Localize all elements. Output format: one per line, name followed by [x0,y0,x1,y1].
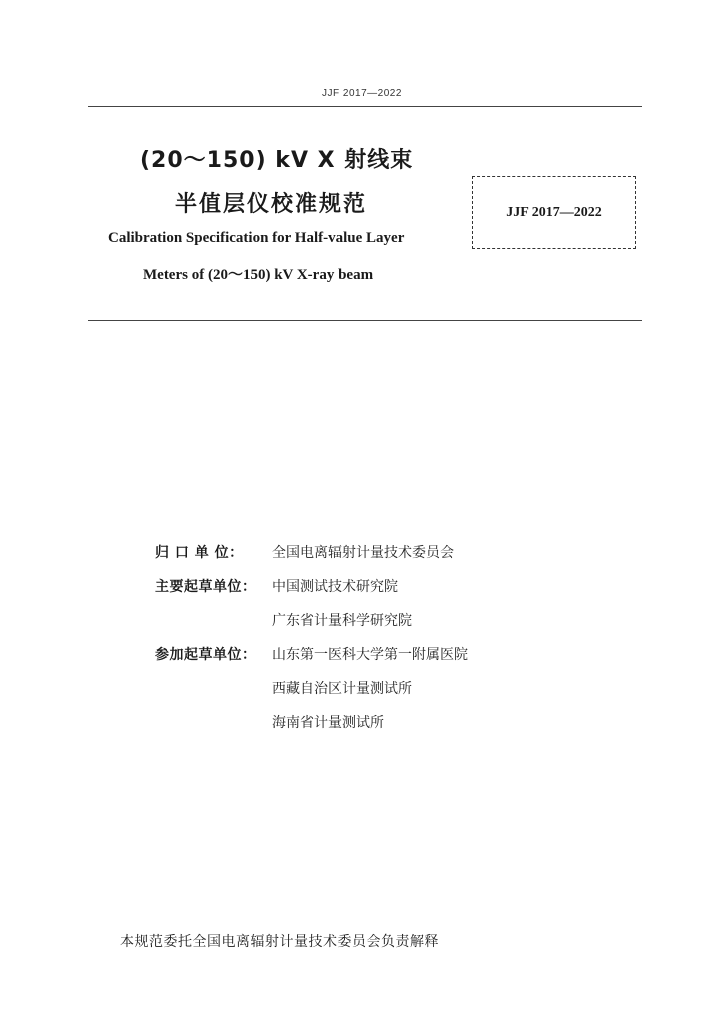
chinese-title-line-2: 半值层仪校准规范 [175,192,368,217]
standard-code: JJF 2017—2022 [506,204,602,220]
org-value: 西藏自治区计量测试所 [272,681,412,697]
organization-list [155,535,468,739]
org-row-main-drafter [155,569,468,603]
top-divider [88,106,642,107]
bottom-divider [88,320,642,321]
org-value: 全国电离辐射计量技术委员会 [272,545,454,561]
org-label: 主要起草单位： [155,579,257,595]
org-row-participating-drafter [155,637,468,671]
org-label: 归 口 单 位： [155,545,244,561]
org-value: 广东省计量科学研究院 [272,613,412,629]
interpretation-note: 本规范委托全国电离辐射计量技术委员会负责解释 [120,934,439,950]
chinese-title-line-1: (20～150) kV X 射线束 [140,148,414,173]
standard-code-box [472,176,636,249]
org-label: 参加起草单位： [155,647,257,663]
org-row-participating-drafter-3 [155,705,468,739]
org-value: 海南省计量测试所 [272,715,384,731]
org-value: 山东第一医科大学第一附属医院 [272,647,468,663]
org-value: 中国测试技术研究院 [272,579,398,595]
english-title-line-1: Calibration Specification for Half-value Layer [108,230,405,246]
org-row-centralized-unit [155,535,468,569]
org-row-main-drafter-2 [155,603,468,637]
header-standard-code: JJF 2017—2022 [322,88,402,99]
english-title-line-2: Meters of (20～150) kV X-ray beam [143,267,374,283]
org-row-participating-drafter-2 [155,671,468,705]
